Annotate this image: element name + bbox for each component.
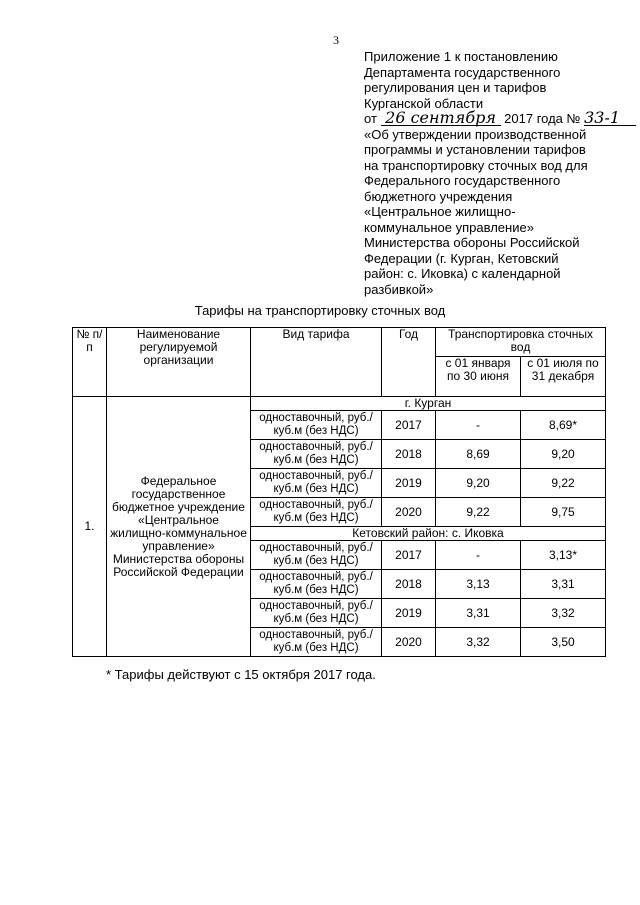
period-2-cell: 9,22 xyxy=(521,469,606,498)
handwritten-date: 26 сентября xyxy=(381,111,501,126)
annex-title-line: Министерства обороны Российской xyxy=(364,235,580,250)
annex-title-line: бюджетного учреждения xyxy=(364,188,513,204)
annex-title-line: коммунальное управление» xyxy=(364,219,534,235)
period-1-cell: 9,22 xyxy=(436,498,521,527)
year-cell: 2019 xyxy=(382,469,436,498)
period-1-cell: 9,20 xyxy=(436,469,521,498)
tariff-type-cell: одноставочный, руб./куб.м (без НДС) xyxy=(251,599,382,628)
annex-title-line: на транспортировку сточных вод для xyxy=(364,157,588,173)
date-prefix: от xyxy=(364,111,377,126)
header-period-1: с 01 января по 30 июня xyxy=(436,357,521,397)
annex-line: регулирования цен и тарифов xyxy=(364,80,547,95)
tariff-type-cell: одноставочный, руб./куб.м (без НДС) xyxy=(251,628,382,657)
header-year: Год xyxy=(382,328,436,397)
tariff-type-cell: одноставочный, руб./куб.м (без НДС) xyxy=(251,570,382,599)
year-cell: 2018 xyxy=(382,440,436,469)
period-2-cell: 3,13* xyxy=(521,541,606,570)
annex-title-line: разбивкой» xyxy=(364,281,434,297)
row-number: 1. xyxy=(73,397,107,657)
year-cell: 2018 xyxy=(382,570,436,599)
year-cell: 2017 xyxy=(382,541,436,570)
period-1-cell: 3,13 xyxy=(436,570,521,599)
header-tariff-type: Вид тарифа xyxy=(251,328,382,397)
annex-title-line: Федерального государственного xyxy=(364,173,561,188)
tariff-type-cell: одноставочный, руб./куб.м (без НДС) xyxy=(251,469,382,498)
period-2-cell: 3,31 xyxy=(521,570,606,599)
footnote: * Тарифы действуют с 15 октября 2017 года. xyxy=(106,667,376,682)
tariff-type-cell: одноставочный, руб./куб.м (без НДС) xyxy=(251,498,382,527)
annex-line: Приложение 1 к постановлению xyxy=(364,49,558,64)
annex-title-line: район: с. Иковка) с календарной xyxy=(364,266,561,281)
region-name: г. Курган xyxy=(251,397,606,411)
header-period-2: с 01 июля по 31 декабря xyxy=(521,357,606,397)
region-name: Кетовский район: с. Иковка xyxy=(251,527,606,541)
annex-line: Курганской области xyxy=(364,95,484,111)
period-1-cell: 8,69 xyxy=(436,440,521,469)
page-number: 3 xyxy=(333,33,339,47)
handwritten-number: 33-1 xyxy=(584,111,636,126)
period-2-cell: 9,75 xyxy=(521,498,606,527)
tariff-type-cell: одноставочный, руб./куб.м (без НДС) xyxy=(251,411,382,440)
year-cell: 2020 xyxy=(382,628,436,657)
organization-name: Федеральное государственное бюджетное учреждение «Центральное жилищно-коммунальное управление» Министерства обороны Российской Федерации xyxy=(107,397,251,657)
period-2-cell: 8,69* xyxy=(521,411,606,440)
period-2-cell: 3,50 xyxy=(521,628,606,657)
document-title: Тарифы на транспортировку сточных вод xyxy=(194,303,446,318)
year-cell: 2019 xyxy=(382,599,436,628)
annex-title-line: «Об утверждении производственной xyxy=(364,126,587,142)
period-2-cell: 3,32 xyxy=(521,599,606,628)
annex-title-line: Федерации (г. Курган, Кетовский xyxy=(364,250,559,266)
period-1-cell: 3,31 xyxy=(436,599,521,628)
annex-date-line xyxy=(364,108,626,127)
period-2-cell: 9,20 xyxy=(521,440,606,469)
year-text: 2017 года № xyxy=(504,111,581,126)
year-cell: 2017 xyxy=(382,411,436,440)
header-num: № п/п xyxy=(73,328,107,397)
tariff-type-cell: одноставочный, руб./куб.м (без НДС) xyxy=(251,440,382,469)
annex-line: Департамента государственного xyxy=(364,64,561,80)
period-1-cell: - xyxy=(436,541,521,570)
year-cell: 2020 xyxy=(382,498,436,527)
header-transport: Транспортировка сточных вод xyxy=(436,328,606,357)
annex-header xyxy=(364,49,626,297)
period-1-cell: 3,32 xyxy=(436,628,521,657)
tariff-type-cell: одноставочный, руб./куб.м (без НДС) xyxy=(251,541,382,570)
annex-title-line: «Центральное жилищно- xyxy=(364,204,516,219)
annex-title-line: программы и установлении тарифов xyxy=(364,142,586,157)
period-1-cell: - xyxy=(436,411,521,440)
header-organization: Наименование регулируемой организации xyxy=(107,328,251,397)
tariffs-table xyxy=(72,327,606,657)
